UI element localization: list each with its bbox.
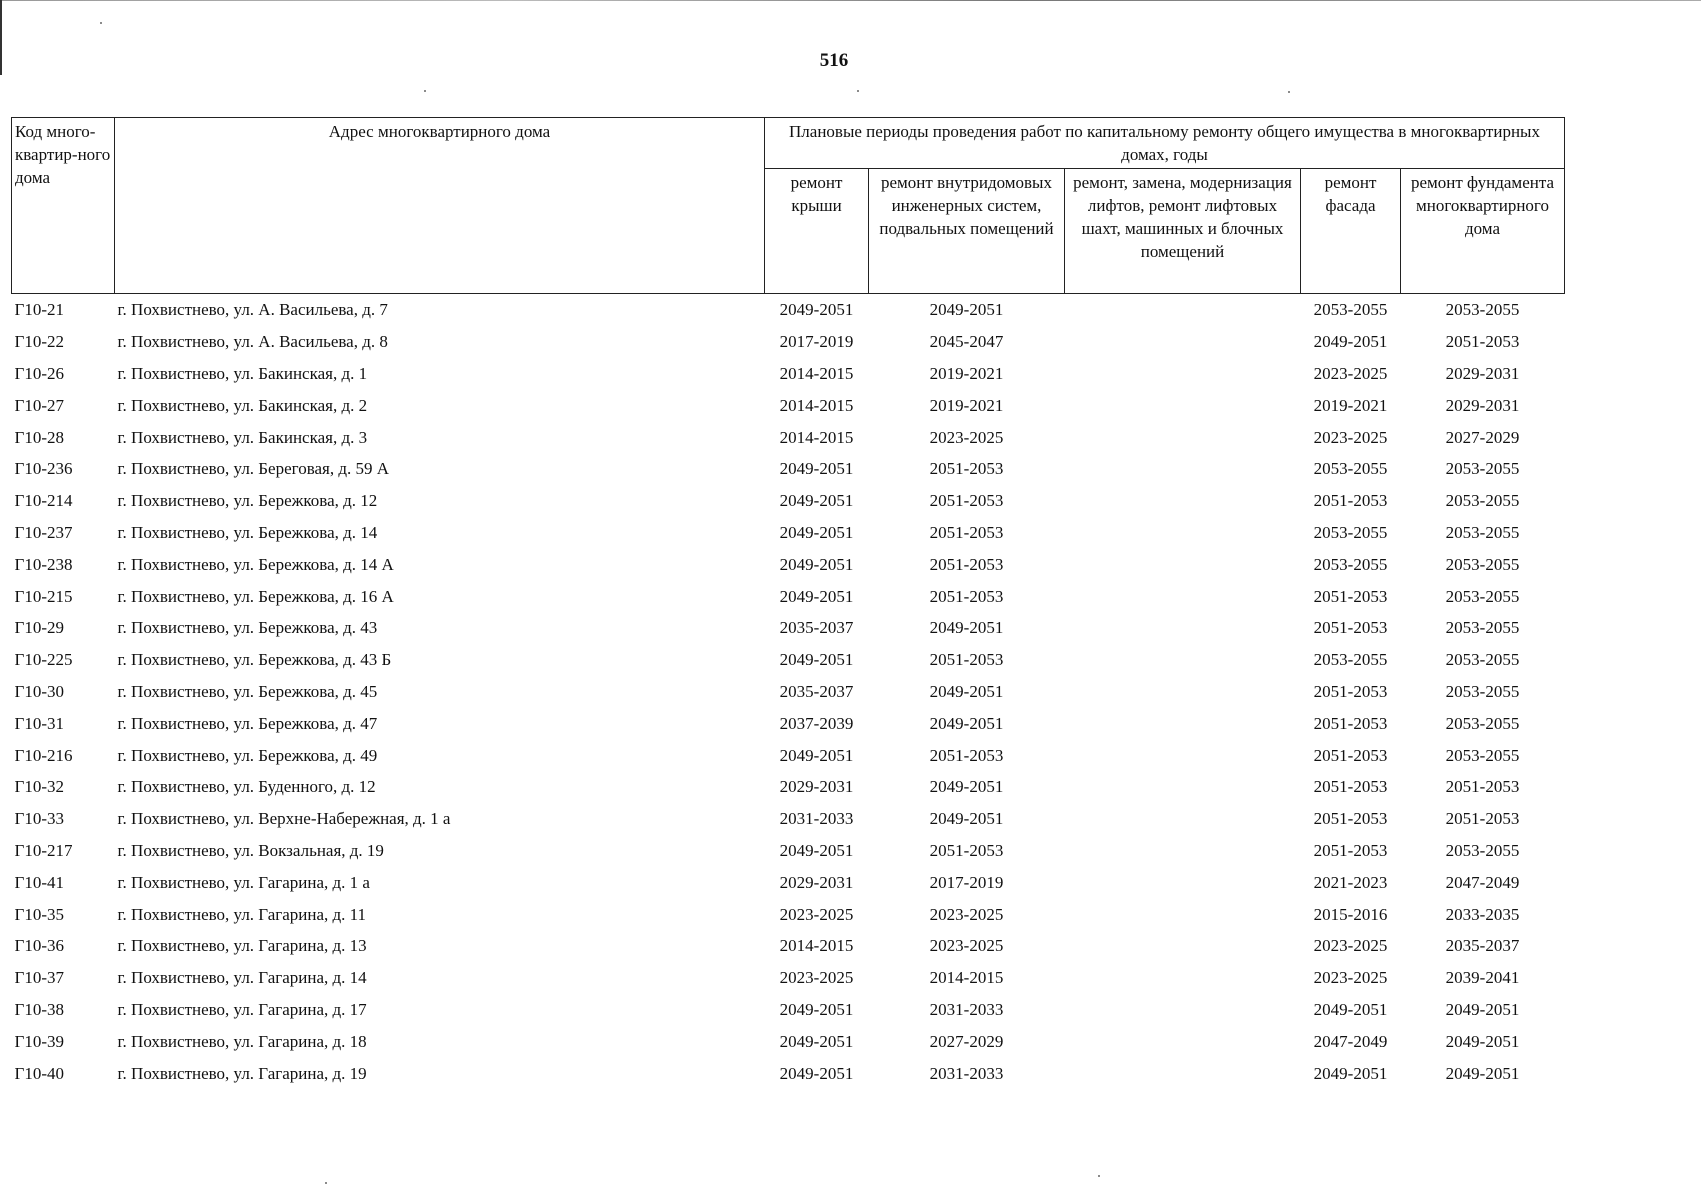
scan-speck (1098, 1175, 1100, 1177)
table-row (12, 612, 1565, 644)
cell-facade: 2051-2053 (1313, 745, 1388, 765)
table-row (12, 1057, 1565, 1089)
cell-facade: 2015-2016 (1313, 904, 1388, 924)
cell-building-code: Г10-32 (14, 777, 64, 797)
cell-engineering: 2049-2051 (929, 681, 1004, 701)
cell-building-code: Г10-237 (14, 522, 73, 542)
cell-foundation: 2047-2049 (1445, 872, 1520, 892)
scan-top-edge (0, 0, 1701, 1)
header-engineering: ремонт внутридомовых инженерных систем, подвальных помещений (869, 169, 1065, 294)
cell-address: г. Похвистнево, ул. Бережкова, д. 45 (117, 681, 378, 701)
cell-elevators (1065, 294, 1301, 326)
cell-foundation: 2029-2031 (1445, 363, 1520, 383)
cell-foundation: 2053-2055 (1445, 586, 1520, 606)
cell-facade: 2023-2025 (1313, 363, 1388, 383)
cell-facade: 2051-2053 (1313, 840, 1388, 860)
cell-building-code: Г10-38 (14, 999, 64, 1019)
table-row (12, 389, 1565, 421)
table-row (12, 453, 1565, 485)
table-row (12, 707, 1565, 739)
cell-address: г. Похвистнево, ул. Бережкова, д. 14 А (117, 554, 394, 574)
cell-roof: 2049-2051 (779, 491, 854, 511)
cell-facade: 2021-2023 (1313, 872, 1388, 892)
cell-roof: 2049-2051 (779, 300, 854, 320)
cell-elevators (1065, 707, 1301, 739)
cell-address: г. Похвистнево, ул. Вокзальная, д. 19 (117, 840, 384, 860)
cell-foundation: 2039-2041 (1445, 968, 1520, 988)
cell-facade: 2053-2055 (1313, 554, 1388, 574)
cell-address: г. Похвистнево, ул. Гагарина, д. 11 (117, 904, 367, 924)
cell-engineering: 2051-2053 (929, 586, 1004, 606)
cell-address: г. Похвистнево, ул. Бережкова, д. 43 (117, 618, 378, 638)
cell-foundation: 2027-2029 (1445, 427, 1520, 447)
table-row (12, 866, 1565, 898)
table-row (12, 803, 1565, 835)
scan-speck (857, 90, 859, 92)
table-row (12, 644, 1565, 676)
cell-engineering: 2045-2047 (929, 332, 1004, 352)
repair-schedule-table (11, 117, 1565, 1089)
cell-facade: 2023-2025 (1313, 968, 1388, 988)
cell-engineering: 2014-2015 (929, 968, 1004, 988)
cell-roof: 2035-2037 (779, 681, 854, 701)
page-number: 516 (819, 50, 849, 71)
cell-address: г. Похвистнево, ул. А. Васильева, д. 8 (117, 332, 388, 352)
cell-foundation: 2051-2053 (1445, 809, 1520, 829)
table-row (12, 739, 1565, 771)
cell-foundation: 2049-2051 (1445, 999, 1520, 1019)
cell-address: г. Похвистнево, ул. Бакинская, д. 1 (117, 363, 368, 383)
cell-roof: 2049-2051 (779, 999, 854, 1019)
cell-foundation: 2053-2055 (1445, 840, 1520, 860)
cell-roof: 2029-2031 (779, 777, 854, 797)
cell-engineering: 2049-2051 (929, 300, 1004, 320)
cell-building-code: Г10-225 (14, 650, 73, 670)
cell-roof: 2023-2025 (779, 904, 854, 924)
table-row (12, 771, 1565, 803)
cell-roof: 2049-2051 (779, 1063, 854, 1083)
cell-engineering: 2023-2025 (929, 427, 1004, 447)
cell-address: г. Похвистнево, ул. А. Васильева, д. 7 (117, 300, 388, 320)
cell-engineering: 2049-2051 (929, 809, 1004, 829)
cell-elevators (1065, 485, 1301, 517)
cell-foundation: 2053-2055 (1445, 522, 1520, 542)
cell-engineering: 2049-2051 (929, 618, 1004, 638)
cell-roof: 2049-2051 (779, 650, 854, 670)
cell-facade: 2019-2021 (1313, 395, 1388, 415)
scan-left-edge (0, 0, 2, 75)
cell-building-code: Г10-21 (14, 300, 64, 320)
table-row (12, 898, 1565, 930)
cell-foundation: 2053-2055 (1445, 650, 1520, 670)
cell-elevators (1065, 1057, 1301, 1089)
cell-foundation: 2053-2055 (1445, 618, 1520, 638)
header-roof: ремонт крыши (765, 169, 869, 294)
cell-roof: 2017-2019 (779, 332, 854, 352)
cell-facade: 2051-2053 (1313, 618, 1388, 638)
cell-elevators (1065, 453, 1301, 485)
cell-building-code: Г10-238 (14, 554, 73, 574)
cell-roof: 2049-2051 (779, 840, 854, 860)
cell-roof: 2014-2015 (779, 427, 854, 447)
cell-engineering: 2051-2053 (929, 745, 1004, 765)
table-row (12, 930, 1565, 962)
cell-foundation: 2051-2053 (1445, 777, 1520, 797)
cell-building-code: Г10-216 (14, 745, 73, 765)
table-row (12, 580, 1565, 612)
cell-facade: 2053-2055 (1313, 522, 1388, 542)
cell-address: г. Похвистнево, ул. Гагарина, д. 18 (117, 1031, 367, 1051)
table-row (12, 485, 1565, 517)
cell-elevators (1065, 326, 1301, 358)
cell-engineering: 2023-2025 (929, 936, 1004, 956)
cell-engineering: 2051-2053 (929, 840, 1004, 860)
cell-foundation: 2053-2055 (1445, 300, 1520, 320)
cell-address: г. Похвистнево, ул. Бакинская, д. 3 (117, 427, 368, 447)
header-address: Адрес многоквартирного дома (115, 118, 765, 294)
cell-address: г. Похвистнево, ул. Бережкова, д. 16 А (117, 586, 394, 606)
table-row (12, 358, 1565, 390)
cell-engineering: 2051-2053 (929, 459, 1004, 479)
cell-elevators (1065, 389, 1301, 421)
cell-address: г. Похвистнево, ул. Бакинская, д. 2 (117, 395, 368, 415)
table-row (12, 421, 1565, 453)
cell-address: г. Похвистнево, ул. Гагарина, д. 17 (117, 999, 367, 1019)
cell-roof: 2014-2015 (779, 395, 854, 415)
cell-engineering: 2051-2053 (929, 650, 1004, 670)
cell-engineering: 2049-2051 (929, 777, 1004, 797)
cell-address: г. Похвистнево, ул. Гагарина, д. 1 а (117, 872, 370, 892)
cell-roof: 2049-2051 (779, 554, 854, 574)
cell-facade: 2049-2051 (1313, 1063, 1388, 1083)
header-facade: ремонт фасада (1301, 169, 1401, 294)
cell-building-code: Г10-31 (14, 713, 64, 733)
cell-elevators (1065, 994, 1301, 1026)
cell-elevators (1065, 644, 1301, 676)
cell-roof: 2049-2051 (779, 586, 854, 606)
cell-engineering: 2027-2029 (929, 1031, 1004, 1051)
cell-building-code: Г10-41 (14, 872, 64, 892)
cell-building-code: Г10-30 (14, 681, 64, 701)
cell-address: г. Похвистнево, ул. Бережкова, д. 43 Б (117, 650, 392, 670)
header-building-code: Код много-квартир-ного дома (12, 118, 115, 294)
cell-foundation: 2053-2055 (1445, 491, 1520, 511)
cell-address: г. Похвистнево, ул. Бережкова, д. 14 (117, 522, 378, 542)
cell-engineering: 2019-2021 (929, 395, 1004, 415)
cell-elevators (1065, 517, 1301, 549)
cell-foundation: 2049-2051 (1445, 1063, 1520, 1083)
cell-facade: 2053-2055 (1313, 459, 1388, 479)
cell-facade: 2023-2025 (1313, 427, 1388, 447)
cell-engineering: 2031-2033 (929, 999, 1004, 1019)
cell-elevators (1065, 676, 1301, 708)
cell-engineering: 2051-2053 (929, 554, 1004, 574)
cell-engineering: 2049-2051 (929, 713, 1004, 733)
cell-elevators (1065, 898, 1301, 930)
cell-facade: 2053-2055 (1313, 300, 1388, 320)
header-elevators: ремонт, замена, модернизация лифтов, ремонт лифтовых шахт, машинных и блочных помещений (1065, 169, 1301, 294)
cell-building-code: Г10-37 (14, 968, 64, 988)
table-header-row (12, 118, 1565, 169)
table-row (12, 962, 1565, 994)
cell-address: г. Похвистнево, ул. Гагарина, д. 19 (117, 1063, 367, 1083)
cell-foundation: 2049-2051 (1445, 1031, 1520, 1051)
cell-engineering: 2051-2053 (929, 491, 1004, 511)
cell-foundation: 2053-2055 (1445, 554, 1520, 574)
cell-facade: 2049-2051 (1313, 999, 1388, 1019)
cell-building-code: Г10-26 (14, 363, 64, 383)
cell-elevators (1065, 835, 1301, 867)
cell-address: г. Похвистнево, ул. Буденного, д. 12 (117, 777, 376, 797)
cell-roof: 2023-2025 (779, 968, 854, 988)
table-row (12, 294, 1565, 326)
cell-building-code: Г10-236 (14, 459, 73, 479)
cell-facade: 2023-2025 (1313, 936, 1388, 956)
table-row (12, 676, 1565, 708)
table-body (12, 294, 1565, 1089)
cell-foundation: 2053-2055 (1445, 745, 1520, 765)
cell-foundation: 2053-2055 (1445, 713, 1520, 733)
cell-address: г. Похвистнево, ул. Бережкова, д. 12 (117, 491, 378, 511)
cell-engineering: 2051-2053 (929, 522, 1004, 542)
cell-building-code: Г10-39 (14, 1031, 64, 1051)
cell-roof: 2049-2051 (779, 745, 854, 765)
cell-elevators (1065, 421, 1301, 453)
cell-foundation: 2029-2031 (1445, 395, 1520, 415)
cell-elevators (1065, 739, 1301, 771)
header-foundation: ремонт фундамента многоквартирного дома (1401, 169, 1565, 294)
cell-facade: 2051-2053 (1313, 586, 1388, 606)
table-row (12, 517, 1565, 549)
cell-address: г. Похвистнево, ул. Береговая, д. 59 А (117, 459, 390, 479)
cell-facade: 2051-2053 (1313, 681, 1388, 701)
cell-elevators (1065, 803, 1301, 835)
cell-elevators (1065, 358, 1301, 390)
cell-elevators (1065, 612, 1301, 644)
cell-building-code: Г10-35 (14, 904, 64, 924)
cell-elevators (1065, 962, 1301, 994)
cell-building-code: Г10-28 (14, 427, 64, 447)
cell-facade: 2051-2053 (1313, 491, 1388, 511)
cell-engineering: 2023-2025 (929, 904, 1004, 924)
table-row (12, 835, 1565, 867)
cell-foundation: 2053-2055 (1445, 459, 1520, 479)
table-row (12, 326, 1565, 358)
cell-facade: 2051-2053 (1313, 777, 1388, 797)
cell-address: г. Похвистнево, ул. Верхне-Набережная, д. 1 а (117, 809, 451, 829)
cell-building-code: Г10-214 (14, 491, 73, 511)
cell-roof: 2014-2015 (779, 936, 854, 956)
scan-speck (100, 22, 102, 24)
cell-roof: 2049-2051 (779, 459, 854, 479)
cell-facade: 2053-2055 (1313, 650, 1388, 670)
cell-roof: 2049-2051 (779, 522, 854, 542)
cell-address: г. Похвистнево, ул. Бережкова, д. 49 (117, 745, 378, 765)
cell-address: г. Похвистнево, ул. Бережкова, д. 47 (117, 713, 378, 733)
header-planned-periods: Плановые периоды проведения работ по капитальному ремонту общего имущества в многоквартирных домах, годы (765, 118, 1565, 169)
cell-building-code: Г10-36 (14, 936, 64, 956)
cell-elevators (1065, 1025, 1301, 1057)
table-row (12, 548, 1565, 580)
cell-elevators (1065, 580, 1301, 612)
cell-engineering: 2019-2021 (929, 363, 1004, 383)
cell-building-code: Г10-215 (14, 586, 73, 606)
cell-roof: 2031-2033 (779, 809, 854, 829)
cell-address: г. Похвистнево, ул. Гагарина, д. 14 (117, 968, 367, 988)
cell-elevators (1065, 866, 1301, 898)
cell-foundation: 2053-2055 (1445, 681, 1520, 701)
cell-building-code: Г10-27 (14, 395, 64, 415)
cell-elevators (1065, 771, 1301, 803)
scan-speck (325, 1182, 327, 1184)
cell-elevators (1065, 930, 1301, 962)
cell-engineering: 2031-2033 (929, 1063, 1004, 1083)
cell-roof: 2037-2039 (779, 713, 854, 733)
cell-building-code: Г10-29 (14, 618, 64, 638)
cell-address: г. Похвистнево, ул. Гагарина, д. 13 (117, 936, 367, 956)
scan-speck (1288, 91, 1290, 93)
cell-roof: 2029-2031 (779, 872, 854, 892)
scan-speck (424, 90, 426, 92)
cell-engineering: 2017-2019 (929, 872, 1004, 892)
cell-foundation: 2051-2053 (1445, 332, 1520, 352)
cell-building-code: Г10-217 (14, 840, 73, 860)
cell-facade: 2051-2053 (1313, 713, 1388, 733)
cell-elevators (1065, 548, 1301, 580)
cell-roof: 2049-2051 (779, 1031, 854, 1051)
cell-roof: 2035-2037 (779, 618, 854, 638)
cell-roof: 2014-2015 (779, 363, 854, 383)
table-row (12, 1025, 1565, 1057)
cell-facade: 2051-2053 (1313, 809, 1388, 829)
table-row (12, 994, 1565, 1026)
cell-building-code: Г10-40 (14, 1063, 64, 1083)
cell-foundation: 2035-2037 (1445, 936, 1520, 956)
cell-building-code: Г10-33 (14, 809, 64, 829)
cell-foundation: 2033-2035 (1445, 904, 1520, 924)
cell-facade: 2049-2051 (1313, 332, 1388, 352)
cell-building-code: Г10-22 (14, 332, 64, 352)
cell-facade: 2047-2049 (1313, 1031, 1388, 1051)
